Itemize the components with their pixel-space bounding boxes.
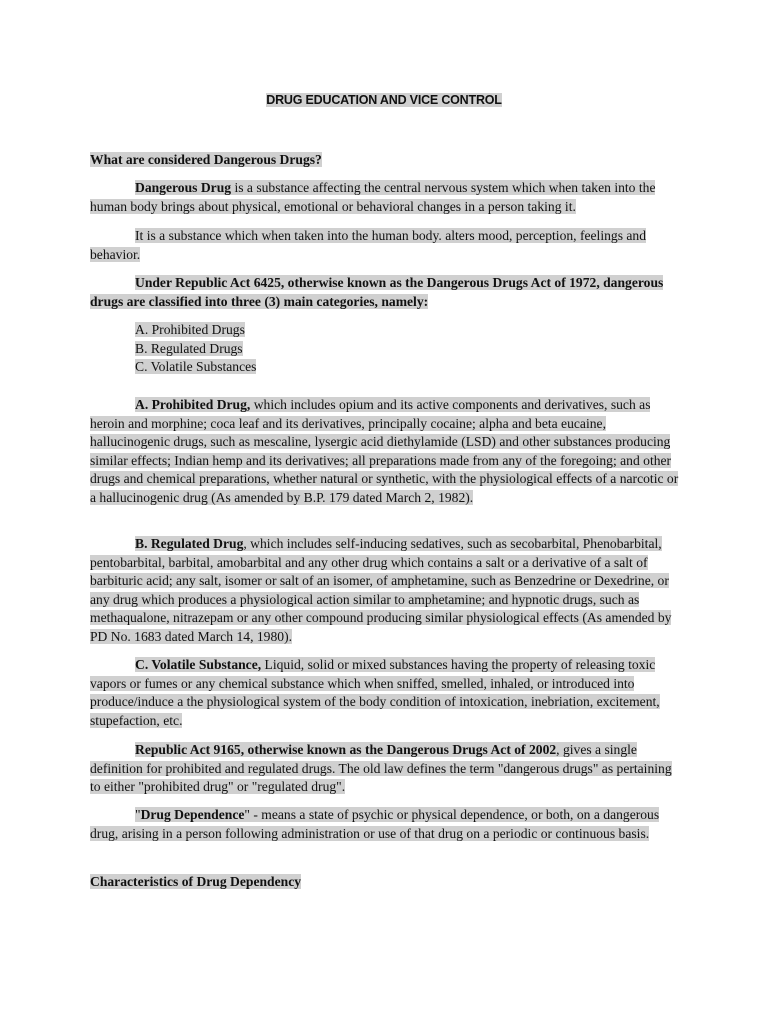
section-heading xyxy=(90,151,680,170)
term-regulated-drug: B. Regulated Drug xyxy=(135,536,244,551)
paragraph-ra6425 xyxy=(90,274,680,311)
list-item: B. Regulated Drugs xyxy=(135,340,243,356)
paragraph-regulated-drug xyxy=(90,535,680,647)
paragraph-ra9165 xyxy=(90,741,680,797)
paragraph-substance xyxy=(90,227,680,264)
regulated-drug-text: , which includes self-inducing sedatives, such as secobarbital, Phenobarbital, pentobarbital, barbital, amobarbital and any other drug which contains a salt or a derivative of a salt of barbituric acid; any salt, isomer or salt of an isomer, of amphetamine, such as Benzedrine or Dexedrine, or any drug which produces a physiological action similar to amphetamine; and hypnotic drugs, such as methaqualone, nitrazepam or any other compound producing similar physiological effects (As amended by PD No. 1683 dated March 14, 1980). xyxy=(90,536,672,644)
paragraph-drug-dependence: "Drug Dependence" - means a state of psychic or physical dependence, or both, on a dangerous drug, arising in a person following administration or use of that drug on a periodic or continuous basis. xyxy=(90,807,660,841)
volatile-substance-text: Liquid, solid or mixed substances having the property of releasing toxic vapors or fumes or any chemical substance which when sniffed, smelled, inhaled, or introduced into produce/induce a the physiological system of the body condition of intoxication, inebriation, excitement, stupefaction, etc. xyxy=(90,657,660,728)
ra6425-text: Under Republic Act 6425, otherwise known as the Dangerous Drugs Act of 1972, dangerous drugs are classified into three (3) main categories, namely: xyxy=(90,275,664,309)
section-heading xyxy=(90,873,680,892)
heading-characteristics: Characteristics of Drug Dependency xyxy=(90,874,302,889)
term-drug-dependence: Drug Dependence xyxy=(140,807,245,822)
definition-text: is a substance affecting the central nervous system which when taken into the human body brings about physical, emotional or behavioral changes in a person taking it. xyxy=(90,180,656,214)
ra9165-text: , gives a single definition for prohibited and regulated drugs. The old law defines the term "dangerous drugs" as pertaining to either "prohibited drug" or "regulated drug". xyxy=(90,742,672,795)
heading-dangerous-drugs: What are considered Dangerous Drugs? xyxy=(90,152,322,167)
term-ra9165: Republic Act 9165, otherwise known as the Dangerous Drugs Act of 2002 xyxy=(135,742,557,757)
term-prohibited-drug: A. Prohibited Drug, xyxy=(135,397,251,412)
paragraph-prohibited-drug xyxy=(90,396,680,508)
list-item: C. Volatile Substances xyxy=(135,359,257,375)
term-volatile-substance: C. Volatile Substance, xyxy=(135,657,262,672)
category-list xyxy=(135,321,535,377)
drug-dependence-text: " - means a state of psychic or physical dependence, or both, on a dangerous drug, arising in a person following administration or use of that drug on a periodic or continuous basis. xyxy=(90,807,660,841)
paragraph-volatile-substance xyxy=(90,656,680,730)
substance-text: It is a substance which when taken into the human body. alters mood, perception, feelings and behavior. xyxy=(90,228,647,262)
term-dangerous-drug: Dangerous Drug xyxy=(135,180,232,195)
paragraph-definition xyxy=(90,179,680,216)
prohibited-drug-text: which includes opium and its active components and derivatives, such as heroin and morphine; coca leaf and its derivatives, principally cocaine; alpha and beta eucaine, hallucinogenic drugs, such as mescaline, lysergic acid diethylamide (LSD) and other substances producing similar effects; Indian hemp and its derivatives; all preparations made from any of the foregoing; and other drugs and chemical preparations, whether natural or synthetic, with the physiological effects of a narcotic or a hallucinogenic drug (As amended by B.P. 179 dated March 2, 1982). xyxy=(90,397,679,505)
document-title: DRUG EDUCATION AND VICE CONTROL xyxy=(266,93,502,107)
list-item: A. Prohibited Drugs xyxy=(135,322,245,337)
